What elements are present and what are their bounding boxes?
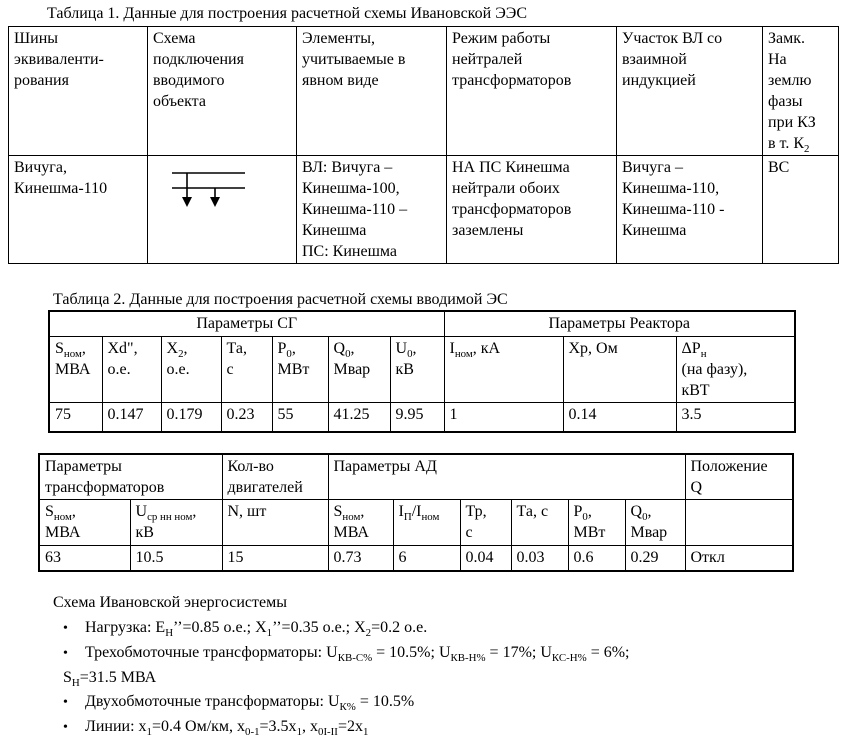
table1-cell-buses: Вичуга, Кинешма-110 <box>9 156 148 264</box>
table1-col-header-explicit-elements: Элементы, учитываемые в явном виде <box>297 27 447 156</box>
table1-col-header-connection-scheme: Схема подключения вводимого объекта <box>148 27 297 156</box>
table3-col-header-q0: $Q_0$, Мвар <box>625 500 685 546</box>
table3-value-ta: 0.03 <box>511 546 568 572</box>
spacer <box>8 572 846 593</box>
table3-value-q-position: Откл <box>685 546 793 572</box>
notes-heading: Схема Ивановской энергосистемы <box>53 594 287 611</box>
table3-col-header-tp: Тр, с <box>460 500 511 546</box>
table3-col-header-p0: $Р_0$, МВт <box>568 500 625 546</box>
table3-value-snom-ad: 0.73 <box>328 546 393 572</box>
table1-ivanovo-ees-scheme-data <box>8 26 839 264</box>
table2-value-p0: 55 <box>272 403 328 433</box>
table1-header-row <box>9 27 839 156</box>
note-lines: • Линии: $х_1=0.4$ Ом/км, $х_{0-1}=3.5х_1$, $х_{0I-II}=2х_1$ <box>63 715 846 740</box>
table2-col-header-u0: $U_0$, кВ <box>390 337 444 403</box>
table3-transformer-motor-params <box>38 453 794 572</box>
table2-col-header-ta: Та, с <box>221 337 272 403</box>
table1-cell-neutral-mode: НА ПС Кинешма нейтрали обоих трансформаторов заземлены <box>447 156 617 264</box>
table1-cell-mutual-section: Вичуга – Кинешма-110, Кинешма-110 - Кинешма <box>617 156 763 264</box>
table1-cell-elements: ВЛ: Вичуга – Кинешма-100, Кинешма-110 – Кинешма ПС: Кинешма <box>297 156 447 264</box>
table1-cell-fault-phase: ВС <box>763 156 839 264</box>
table2-value-xd: 0.147 <box>102 403 161 433</box>
table3-group-header-row <box>39 454 793 500</box>
table3-group-q-position: Положение Q <box>685 454 793 500</box>
table1-col-header-neutral-mode: Режим работы нейтралей трансформаторов <box>447 27 617 156</box>
table2-value-q0: 41.25 <box>328 403 390 433</box>
table3-col-header-n: N, шт <box>222 500 328 546</box>
table1-col-header-mutual-induction: Участок ВЛ со взаимной индукцией <box>617 27 763 156</box>
table2-group-reactor: Параметры Реактора <box>444 311 795 337</box>
table3-value-p0: 0.6 <box>568 546 625 572</box>
table3-value-usr: 10.5 <box>130 546 222 572</box>
table3-value-ip-inom: 6 <box>393 546 460 572</box>
table3-group-ad: Параметры АД <box>328 454 685 500</box>
table3-col-header-snom-tr: $S_{ном}$, МВА <box>39 500 130 546</box>
table3-value-n: 15 <box>222 546 328 572</box>
table3-values-row <box>39 546 793 572</box>
table2-value-ta: 0.23 <box>221 403 272 433</box>
note-two-winding-transformers: • Двухобмоточные трансформаторы: $U_{К\%} = 10.5\%$ <box>63 690 846 715</box>
table2-group-header-row <box>49 311 795 337</box>
table3-value-tp: 0.04 <box>460 546 511 572</box>
table1-col-header-fault-phase: Замк. На землю фазы при КЗ в т. $К_2$ <box>763 27 839 156</box>
note-load-params: • Нагрузка: $Е_Н’’=0.85$ о.е.; $Х_1’’=0.35$ о.е.; $Х_2=0.2$ о.е. <box>63 616 846 641</box>
notes-list <box>8 616 846 740</box>
table2-col-header-dpn: $\Delta Р_н$ (на фазу), кВТ <box>676 337 795 403</box>
spacer <box>8 433 846 453</box>
table2-col-header-x2: $X_2$, о.е. <box>161 337 221 403</box>
table2-generator-reactor-params <box>48 310 796 433</box>
table3-group-transformers: Параметры трансформаторов <box>39 454 222 500</box>
table1-cell-schematic <box>148 156 297 264</box>
table1-data-row <box>9 156 839 264</box>
note-three-winding-transformers: • Трехобмоточные трансформаторы: $U_{КВ-С\%} = 10.5\%$; $U_{КВ-Н\%} = 17\%$; $U_{КС-Н\%} = 6\%$; $S_Н=31.5$ МВА <box>63 641 846 690</box>
table2-value-xp: 0.14 <box>563 403 676 433</box>
table2-group-sg: Параметры СГ <box>49 311 444 337</box>
table3-value-q0: 0.29 <box>625 546 685 572</box>
spacer <box>8 264 846 290</box>
bus-connection-schematic-icon <box>171 171 292 215</box>
table3-group-motor-count: Кол-во двигателей <box>222 454 328 500</box>
table2-col-header-p0: $Р_0$, МВт <box>272 337 328 403</box>
table2-value-dpn: 3.5 <box>676 403 795 433</box>
table3-col-header-usr: $U_{ср нн ном}$, кВ <box>130 500 222 546</box>
table2-col-header-inom: $I_{ном}$, кА <box>444 337 563 403</box>
table2-col-header-xp: Хр, Ом <box>563 337 676 403</box>
table2-value-x2: 0.179 <box>161 403 221 433</box>
table2-col-header-xd: Xd", о.е. <box>102 337 161 403</box>
table2-value-snom: 75 <box>49 403 102 433</box>
table2-subheader-row <box>49 337 795 403</box>
table2-values-row <box>49 403 795 433</box>
table2-col-header-q0: $Q_0$, Мвар <box>328 337 390 403</box>
table3-subheader-row <box>39 500 793 546</box>
table2-col-header-snom: $S_{ном}$, МВА <box>49 337 102 403</box>
table3-col-header-ip-inom: $I_П/I_{ном}$ <box>393 500 460 546</box>
table3-col-header-empty <box>685 500 793 546</box>
table3-col-header-ta: Та, с <box>511 500 568 546</box>
table3-col-header-snom-ad: $S_{ном}$, МВА <box>328 500 393 546</box>
table2-value-inom: 1 <box>444 403 563 433</box>
table1-col-header-buses: Шины эквиваленти- рования <box>9 27 148 156</box>
table3-value-snom-tr: 63 <box>39 546 130 572</box>
table2-title: Таблица 2. Данные для построения расчетной схемы вводимой ЭС <box>53 291 508 308</box>
table2-value-u0: 9.95 <box>390 403 444 433</box>
table1-title: Таблица 1. Данные для построения расчетной схемы Ивановской ЭЭС <box>47 5 527 22</box>
